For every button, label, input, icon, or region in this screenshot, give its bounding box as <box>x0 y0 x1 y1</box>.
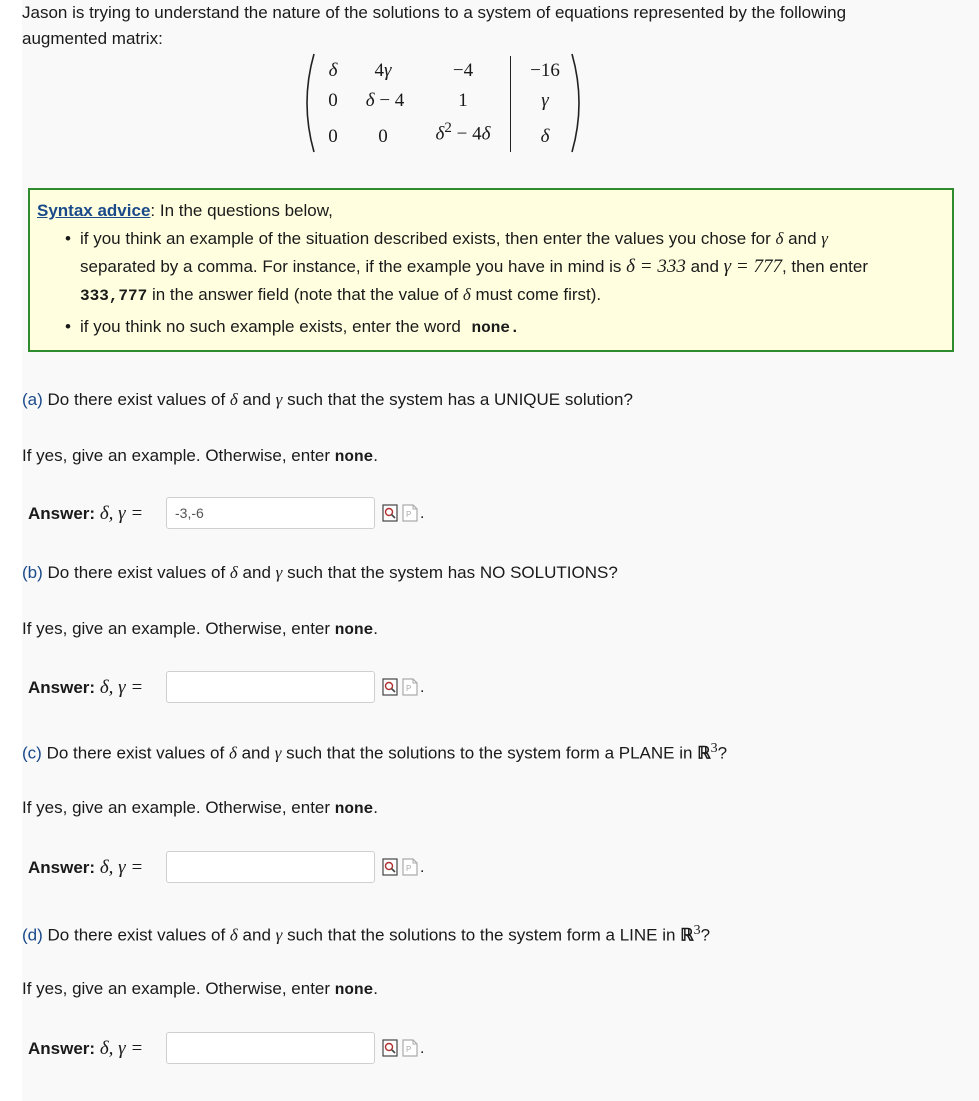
syntax-bullet-2: • if you think no such example exists, enter the word none. <box>65 317 520 337</box>
matrix-cell: δ <box>328 60 338 81</box>
svg-text:P: P <box>406 1045 412 1054</box>
preview-answer-icon[interactable] <box>382 678 398 696</box>
left-margin <box>0 0 22 1101</box>
question-d: (d) Do there exist values of δ and γ such that the solutions to the system form a LINE in ℝ$^3$? <box>22 923 711 945</box>
syntax-header: Syntax advice: In the questions below, <box>37 201 333 220</box>
svg-text:P: P <box>406 684 412 693</box>
submission-history-icon[interactable] <box>402 1039 418 1057</box>
augmented-matrix <box>298 50 588 156</box>
syntax-advice-box <box>28 188 954 352</box>
preview-answer-icon[interactable] <box>382 504 398 522</box>
matrix-cell: 0 <box>328 90 338 111</box>
answer-label-d: Answer: δ, γ = <box>28 1038 144 1059</box>
matrix-cell: 0 <box>378 126 388 147</box>
submission-history-icon[interactable] <box>402 858 418 876</box>
problem-intro <box>22 0 922 52</box>
matrix-cell: δ − 4 <box>365 90 405 111</box>
right-paren-icon <box>568 50 588 156</box>
syntax-bullet-1-line-1: • if you think an example of the situation described exists, then enter the values you chose for δ and γ <box>65 229 828 248</box>
answer-input-b[interactable] <box>166 671 375 703</box>
answer-label-b: Answer: δ, γ = <box>28 677 144 698</box>
svg-text:P: P <box>406 864 412 873</box>
matrix-cell: −16 <box>530 60 560 81</box>
preview-answer-icon[interactable] <box>382 1039 398 1057</box>
left-paren-icon <box>298 50 318 156</box>
matrix-cell: 4γ <box>374 60 392 81</box>
icon-dot: . <box>420 679 425 696</box>
submission-history-icon[interactable] <box>402 678 418 696</box>
matrix-cell: 0 <box>328 126 338 147</box>
question-b: (b) Do there exist values of δ and γ such that the system has NO SOLUTIONS? <box>22 563 618 582</box>
augment-divider <box>510 56 511 152</box>
svg-text:P: P <box>406 510 412 519</box>
answer-label-a: Answer: δ, γ = <box>28 503 144 524</box>
matrix-cell: $\delta^2 - 4\delta$ <box>435 120 491 145</box>
icon-dot: . <box>420 859 425 876</box>
question-a: (a) Do there exist values of δ and γ such that the system has a UNIQUE solution? <box>22 390 633 409</box>
answer-label-c: Answer: δ, γ = <box>28 857 144 878</box>
preview-answer-icon[interactable] <box>382 858 398 876</box>
intro-line-1: Jason is trying to understand the nature of the solutions to a system of equations represented by the following <box>22 3 847 22</box>
icon-dot: . <box>420 505 425 522</box>
matrix-cell: 1 <box>458 90 468 111</box>
followup-a: If yes, give an example. Otherwise, enter none. <box>22 446 378 466</box>
intro-line-2: augmented matrix: <box>22 29 163 48</box>
question-c: (c) Do there exist values of δ and γ such that the solutions to the system form a PLANE in ℝ$^3$? <box>22 741 728 763</box>
followup-b: If yes, give an example. Otherwise, enter none. <box>22 619 378 639</box>
matrix-cell: γ <box>541 90 549 111</box>
followup-c: If yes, give an example. Otherwise, enter none. <box>22 798 378 818</box>
answer-input-d[interactable] <box>166 1032 375 1064</box>
answer-input-c[interactable] <box>166 851 375 883</box>
matrix-cell: −4 <box>452 60 474 81</box>
followup-d: If yes, give an example. Otherwise, enter none. <box>22 979 378 999</box>
answer-input-a[interactable] <box>166 497 375 529</box>
syntax-bullet-1-line-3: 333,777 in the answer field (note that the value of δ must come first). <box>80 285 602 305</box>
matrix-cell: δ <box>540 126 550 147</box>
icon-dot: . <box>420 1040 425 1057</box>
syntax-bullet-1-line-2: separated by a comma. For instance, if the example you have in mind is δ = 333 and γ = 777, then enter <box>80 256 868 277</box>
syntax-title: Syntax advice <box>37 201 151 220</box>
submission-history-icon[interactable] <box>402 504 418 522</box>
